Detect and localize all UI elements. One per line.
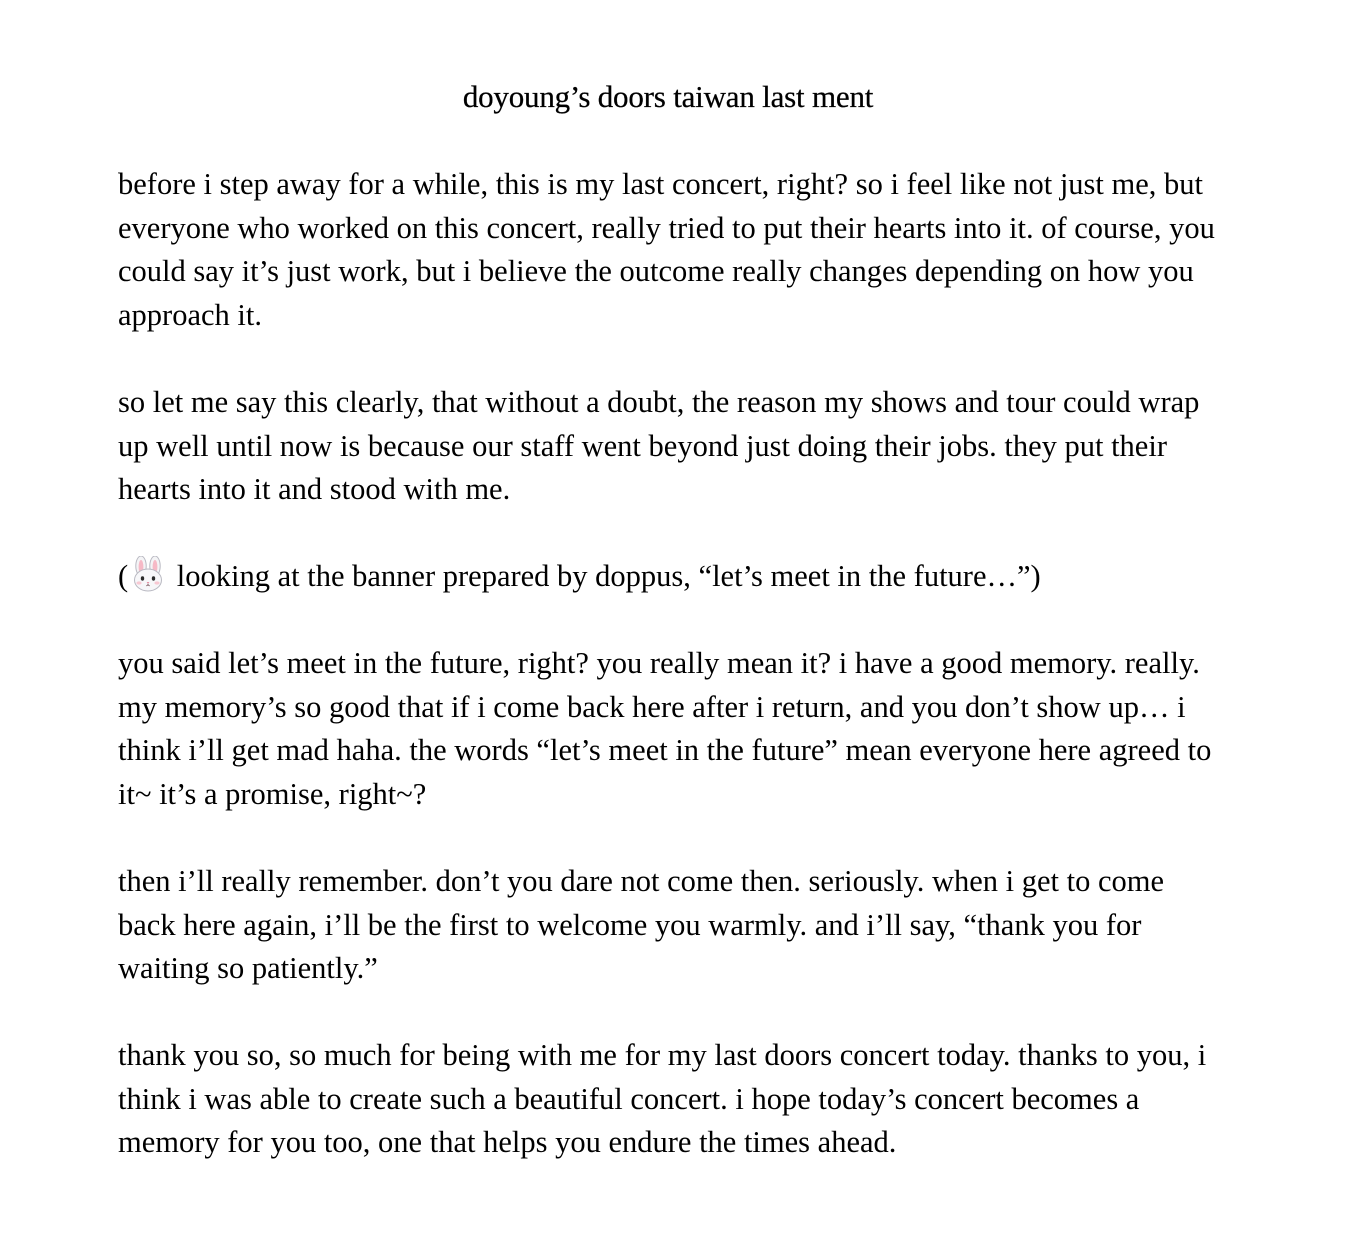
paragraph-6: thank you so, so much for being with me for my last doors concert today. thanks to you, i think i was able to create such a beautiful concert. i hope today’s concert becomes a memory for you too, one that helps you endure the times ahead.: [118, 1038, 1207, 1160]
document-title: doyoung’s doors taiwan last ment: [462, 79, 874, 114]
paragraph-5: then i’ll really remember. don’t you dare not come then. seriously. when i get to come back here again, i’ll be the first to welcome you warmly. and i’ll say, “thank you for waiting so patiently.”: [118, 864, 1165, 986]
rabbit-face-icon: [129, 556, 167, 592]
paragraph-3-text: looking at the banner prepared by doppus, “let’s meet in the future…”): [169, 559, 1041, 593]
paragraph-4: you said let’s meet in the future, right? you really mean it? i have a good memory. really. my memory’s so good that if i come back here after i return, and you don’t show up… i think i’ll get mad haha. the words “let’s meet in the future” mean everyone here agreed to it~ it’s a promise, right~?: [118, 646, 1212, 811]
paragraph-3-open-paren: (: [118, 559, 129, 593]
paragraph-2: so let me say this clearly, that without a doubt, the reason my shows and tour could wrap up well until now is because our staff went beyond just doing their jobs. they put their hearts into it and stood with me.: [118, 385, 1200, 507]
paragraph-3: [118, 555, 1228, 599]
paragraph-1: before i step away for a while, this is my last concert, right? so i feel like not just me, but everyone who worked on this concert, really tried to put their hearts into it. of course, you could say it’s just work, but i believe the outcome really changes depending on how you approach it.: [118, 167, 1215, 332]
